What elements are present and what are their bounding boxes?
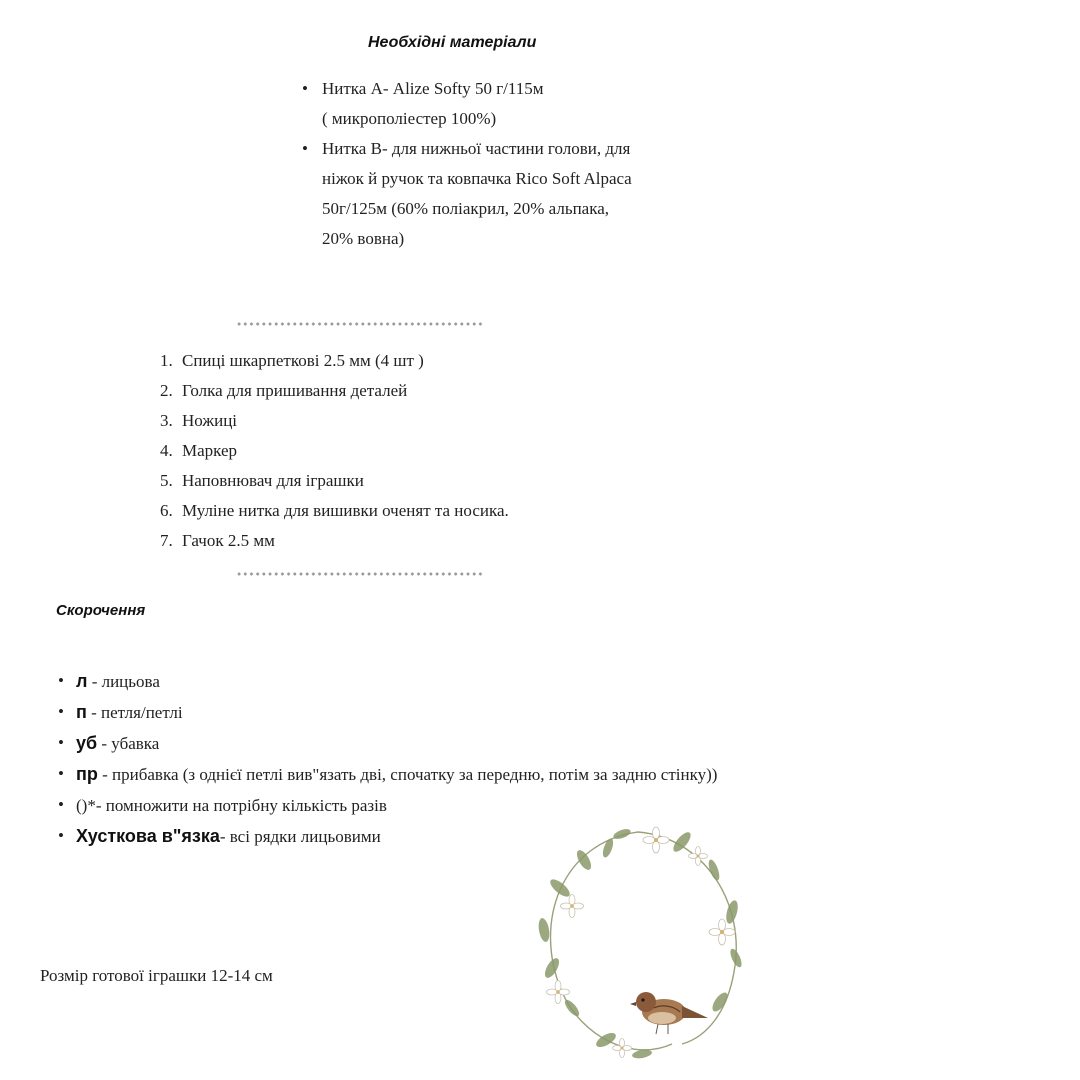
tool-number: 1.	[160, 351, 173, 370]
yarn-b-line-3: 50г/125м (60% поліакрил, 20% альпака,	[322, 199, 610, 218]
tool-text: Наповнювач для іграшки	[182, 471, 364, 490]
tool-text: Гачок 2.5 мм	[182, 531, 275, 550]
tool-item	[160, 526, 660, 556]
tool-item	[160, 376, 660, 406]
tool-number: 3.	[160, 411, 173, 430]
tool-number: 7.	[160, 531, 173, 550]
abbreviation-term: Хусткова в"язка	[76, 826, 220, 846]
abbreviation-desc: - всі рядки лицьовими	[219, 827, 381, 846]
yarn-b-line-4: 20% вовна)	[322, 229, 405, 248]
abbreviation-item	[56, 697, 776, 728]
abbreviation-item	[56, 728, 776, 759]
tool-number: 4.	[160, 441, 173, 460]
floral-wreath-illustration	[522, 812, 754, 1072]
yarn-b-line-2: ніжок й ручок та ковпачка Rico Soft Alpaca	[322, 169, 632, 188]
yarn-list	[300, 74, 730, 254]
abbreviation-item	[56, 666, 776, 697]
abbreviation-term: пр	[76, 764, 98, 784]
dotted-divider-top	[236, 321, 484, 327]
sparrow-bird	[630, 992, 708, 1034]
tool-item	[160, 346, 660, 376]
tool-text: Ножиці	[182, 411, 238, 430]
abbreviation-desc: - прибавка (з однієї петлі вив"язать дві, спочатку за передню, потім за задню стінку))	[97, 765, 718, 784]
abbreviation-term: л	[76, 671, 88, 691]
tool-item	[160, 496, 660, 526]
yarn-a-line-2: ( микрополіестер 100%)	[322, 109, 497, 128]
tools-list	[160, 346, 660, 556]
yarn-b-line-1: Нитка В- для нижньої частини голови, для	[322, 139, 631, 158]
tool-text: Маркер	[182, 441, 238, 460]
tool-number: 5.	[160, 471, 173, 490]
tool-item	[160, 466, 660, 496]
tool-item	[160, 406, 660, 436]
abbreviation-desc: - петля/петлі	[86, 703, 183, 722]
yarn-item-a	[300, 74, 730, 134]
abbreviation-term: п	[76, 702, 87, 722]
toy-size-note: Розмір готової іграшки 12-14 см	[40, 966, 273, 985]
tool-number: 2.	[160, 381, 173, 400]
tool-text: Голка для пришивання деталей	[182, 381, 408, 400]
abbreviation-term: уб	[76, 733, 98, 753]
wreath-flowers	[547, 827, 736, 1058]
tool-text: Муліне нитка для вишивки оченят та носика.	[182, 501, 509, 520]
abbreviation-desc: - лицьова	[87, 672, 160, 691]
materials-title: Необхідні матеріали	[368, 34, 537, 51]
dotted-divider-bottom	[236, 571, 484, 577]
yarn-item-b	[300, 134, 730, 254]
tool-number: 6.	[160, 501, 173, 520]
tool-text: Спиці шкарпеткові 2.5 мм (4 шт )	[182, 351, 424, 370]
abbreviations-title: Скорочення	[56, 602, 146, 619]
abbreviation-item	[56, 759, 766, 790]
tool-item	[160, 436, 660, 466]
abbreviation-desc: ()*- помножити на потрібну кількість разів	[76, 796, 387, 815]
wreath-leaves	[537, 827, 744, 1060]
abbreviation-desc: - убавка	[97, 734, 160, 753]
yarn-a-line-1: Нитка А- Alize Softy 50 г/115м	[322, 79, 544, 98]
